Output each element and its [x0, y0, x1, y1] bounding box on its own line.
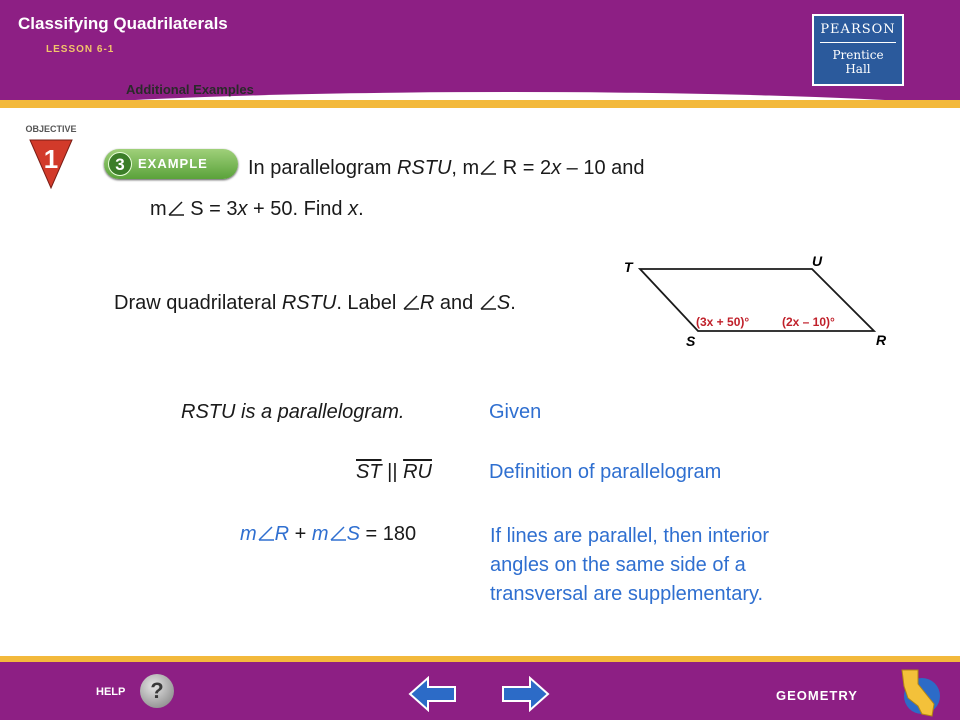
angle-icon	[479, 159, 497, 175]
vertex-label-t: T	[624, 259, 633, 275]
logo-text-pearson: PEARSON	[820, 22, 896, 37]
problem-line-1: In parallelogram RSTU, m R = 2x – 10 and	[248, 157, 645, 179]
vertex-label-r: R	[876, 332, 887, 348]
objective-arrow-icon	[26, 136, 76, 190]
next-arrow-icon[interactable]	[500, 676, 550, 712]
proof-reason-2: Definition of parallelogram	[489, 461, 722, 483]
help-icon[interactable]: ?	[140, 674, 174, 708]
logo-text-prentice: Prentice	[832, 48, 884, 62]
subject-label: GEOMETRY	[776, 688, 858, 703]
angle-icon	[257, 525, 275, 541]
example-number: 3	[108, 152, 132, 176]
section-label: Additional Examples	[126, 82, 254, 97]
help-label[interactable]: HELP	[96, 686, 126, 698]
proof-statement-1: RSTU is a parallelogram.	[181, 401, 405, 423]
california-icon	[896, 668, 942, 718]
objective-number: 1	[43, 144, 59, 174]
proof-statement-2: $\overline{ST}$ || $\overline{RU}$	[356, 461, 432, 483]
proof-reason-3: If lines are parallel, then interior angles on the same side of a transversal are supplementary.	[490, 525, 770, 605]
vertex-label-u: U	[812, 254, 823, 269]
problem-line-2: m S = 3x + 50. Find x.	[150, 198, 364, 220]
angle-icon	[167, 200, 185, 216]
objective-marker	[16, 124, 86, 190]
proof-reason-1: Given	[489, 401, 542, 423]
objective-label: OBJECTIVE	[25, 124, 77, 134]
angle-s-label: (3x + 50)°	[696, 315, 750, 329]
prev-arrow-icon[interactable]	[408, 676, 458, 712]
vertex-label-s: S	[686, 333, 696, 349]
logo-text-hall: Hall	[845, 62, 871, 76]
angle-r-label: (2x – 10)°	[782, 315, 835, 329]
angle-icon	[402, 294, 420, 310]
instruction-text: Draw quadrilateral RSTU. Label R and S.	[114, 292, 516, 314]
parallelogram-figure	[612, 254, 902, 354]
lesson-label: LESSON 6-1	[46, 44, 115, 55]
proof-statement-3: m R + m S = 180	[240, 523, 417, 545]
pearson-logo	[812, 14, 904, 86]
example-label: EXAMPLE	[138, 156, 208, 171]
example-badge	[104, 149, 238, 179]
angle-icon	[329, 525, 347, 541]
page-title: Classifying Quadrilaterals	[18, 14, 228, 33]
angle-icon	[479, 294, 497, 310]
